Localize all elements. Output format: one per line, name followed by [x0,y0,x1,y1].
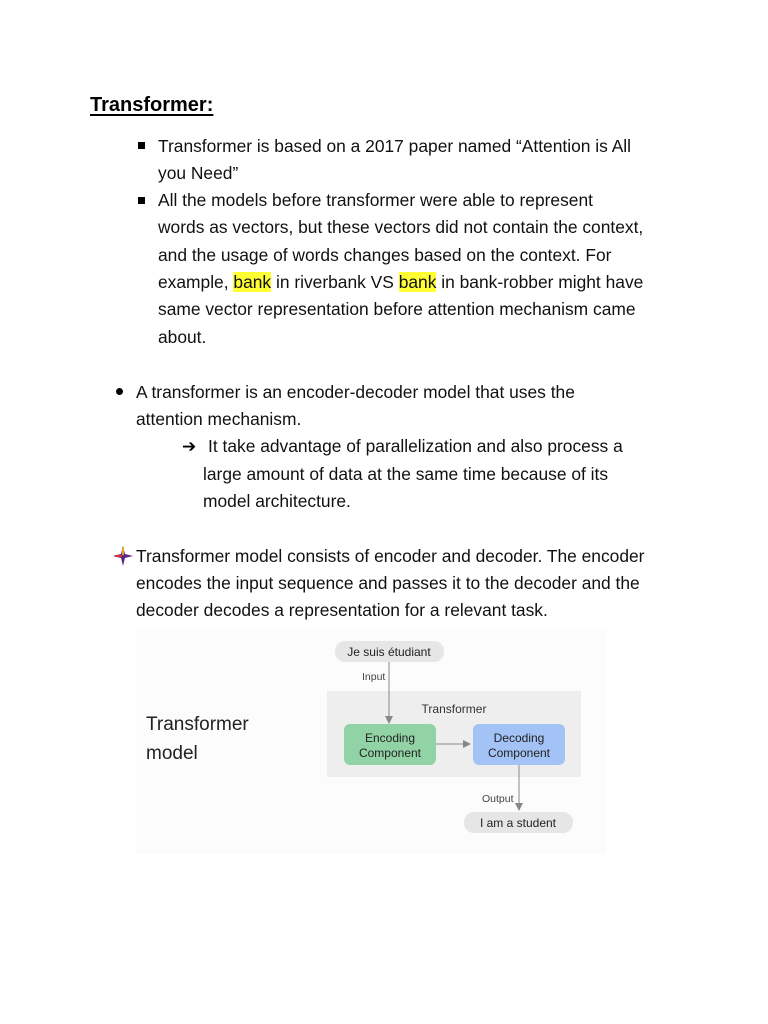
decoder-line-2: Component [487,746,551,760]
bullet-2-line-2: words as vectors, but these vectors did not contain the context, [158,217,644,237]
example-text-post: in bank-robber might have [436,272,644,292]
arrow-point-line-2: large amount of data at the same time because of its [203,464,609,484]
right-arrow-icon: ➔ [182,437,197,456]
diagram-title-line-2: model [146,743,198,764]
arrow-point-line-1: It take advantage of parallelization and also process a [208,436,623,456]
encoder-line-1: Encoding [364,731,416,745]
star-point-line-1: Transformer model consists of encoder and decoder. The encoder [136,546,645,566]
bullet-2-example-line [158,269,643,296]
encoder-line-2: Component [358,746,422,760]
star-point-line-2: encodes the input sequence and passes it to the decoder and the [136,573,640,593]
four-point-star-icon [112,545,134,567]
decoder-line-1: Decoding [493,731,545,745]
input-sentence: Je suis étudiant [347,645,431,659]
container-label: Transformer [421,702,487,716]
bullet-2-line-1: All the models before transformer were able to represent [158,190,593,210]
example-text-pre: example, [158,272,234,292]
section-heading: Transformer: [90,94,214,116]
diagram-title-line-1: Transformer [146,714,249,735]
example-text-mid: in riverbank VS [271,272,399,292]
bullet-1-line-1: Transformer is based on a 2017 paper named “Attention is All [158,136,632,156]
input-label: Input [362,671,386,683]
highlighted-word: bank [398,272,437,292]
output-sentence: I am a student [479,816,557,830]
square-bullet-icon [138,197,145,204]
bullet-2-line-5: same vector representation before attention mechanism came [158,299,636,319]
round-bullet-icon [116,388,123,395]
highlighted-word: bank [233,272,272,292]
bullet-1-line-2: you Need” [158,163,239,183]
bullet-2-line-6: about. [158,327,207,347]
arrow-point-line-3: model architecture. [203,491,351,511]
round-bullet-line-1: A transformer is an encoder-decoder model that uses the [136,382,575,402]
square-bullet-icon [138,142,145,149]
round-bullet-line-2: attention mechanism. [136,409,302,429]
star-point-line-3: decoder decodes a representation for a relevant task. [136,600,548,620]
bullet-2-line-3: and the usage of words changes based on the context. For [158,245,612,265]
transformer-diagram [136,628,606,854]
output-label: Output [482,793,514,805]
